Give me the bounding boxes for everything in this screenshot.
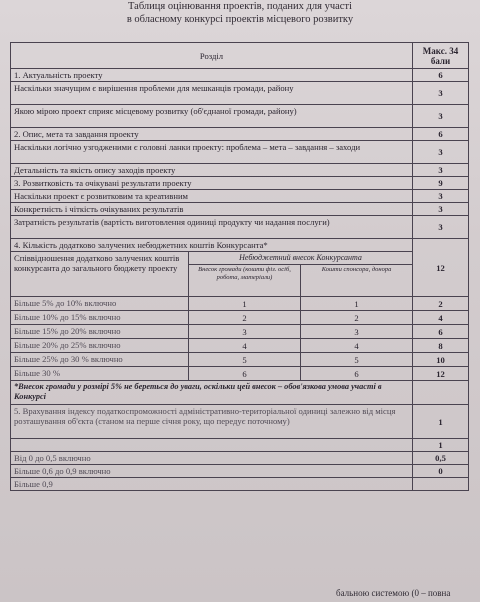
range-label: Більше 5% до 10% включно xyxy=(11,297,189,311)
header-max-points: Макс. 34 бали xyxy=(413,43,469,69)
pts-local-development: 3 xyxy=(413,105,469,128)
range-sponsor: 6 xyxy=(301,367,413,381)
col-community: Внесок громади (кошти фіз. осіб, робота, матеріали) xyxy=(189,265,301,297)
pts-logic: 3 xyxy=(413,141,469,164)
row-logic: Наскільки логічно узгодженими є головні ланки проекту: проблема – мета – завдання – заходи xyxy=(11,141,413,164)
range-points: 8 xyxy=(413,339,469,353)
section5-title: 5. Врахування індексу податкоспроможності адміністративно-територіальної одиниці залежно від місця розташування об'єкта (станом на перше січня року, що передує поточному) xyxy=(11,405,413,439)
section5-row-points: 0 xyxy=(413,465,469,478)
range-points: 6 xyxy=(413,325,469,339)
range-label: Більше 15% до 20% включно xyxy=(11,325,189,339)
note-empty-cell xyxy=(413,381,469,405)
range-label: Більше 20% до 25% включно xyxy=(11,339,189,353)
title-line-1: Таблиця оцінювання проектів, поданих для участі xyxy=(128,1,352,12)
range-sponsor: 2 xyxy=(301,311,413,325)
range-points: 4 xyxy=(413,311,469,325)
row-significance: Наскільки значущим є вирішення проблеми для мешканців громади, району xyxy=(11,82,413,105)
range-points: 12 xyxy=(413,367,469,381)
range-sponsor: 4 xyxy=(301,339,413,353)
section5-row-points xyxy=(413,478,469,491)
section4-max: 12 xyxy=(413,239,469,297)
section5-row-label: Більше 0,9 xyxy=(11,478,413,491)
range-sponsor: 3 xyxy=(301,325,413,339)
range-community: 6 xyxy=(189,367,301,381)
pts-detail: 3 xyxy=(413,164,469,177)
section5-row-label: Більше 0,6 до 0,9 включно xyxy=(11,465,413,478)
section4-title: 4. Кількість додатково залучених небюджетних коштів Конкурсанта* xyxy=(11,239,413,252)
section5-row-label xyxy=(11,439,413,452)
section5-row-points: 0,5 xyxy=(413,452,469,465)
range-community: 5 xyxy=(189,353,301,367)
row-development: 3. Розвитковість та очікувані результати проекту xyxy=(11,177,413,190)
row-cost: Затратність результатів (вартість виготовлення одиниці продукту чи надання послуги) xyxy=(11,216,413,239)
pts-concreteness: 3 xyxy=(413,203,469,216)
document-title xyxy=(60,0,420,26)
row-creativity: Наскільки проект є розвитковим та креативним xyxy=(11,190,413,203)
pts-creativity: 3 xyxy=(413,190,469,203)
pts-relevance: 6 xyxy=(413,69,469,82)
row-description: 2. Опис, мета та завдання проекту xyxy=(11,128,413,141)
range-community: 2 xyxy=(189,311,301,325)
range-sponsor: 5 xyxy=(301,353,413,367)
pts-development: 9 xyxy=(413,177,469,190)
row-detail: Детальність та якість опису заходів проекту xyxy=(11,164,413,177)
section5-row-points: 1 xyxy=(413,439,469,452)
row-relevance: 1. Актуальність проекту xyxy=(11,69,413,82)
row-local-development: Якою мірою проект сприяє місцевому розвитку (об'єднаної громади, району) xyxy=(11,105,413,128)
title-line-2: в обласному конкурсі проектів місцевого розвитку xyxy=(126,14,354,25)
pts-significance: 3 xyxy=(413,82,469,105)
range-points: 10 xyxy=(413,353,469,367)
pts-description: 6 xyxy=(413,128,469,141)
col-sponsor: Кошти спонсора, донора xyxy=(301,265,413,297)
pts-cost: 3 xyxy=(413,216,469,239)
header-section: Розділ xyxy=(11,43,413,69)
range-sponsor: 1 xyxy=(301,297,413,311)
range-label: Більше 10% до 15% включно xyxy=(11,311,189,325)
range-community: 1 xyxy=(189,297,301,311)
row-concreteness: Конкретність і чіткість очікуваних результатів xyxy=(11,203,413,216)
range-label: Більше 25% до 30 % включно xyxy=(11,353,189,367)
inner-header: Небюджетний внесок Конкурсанта xyxy=(189,252,413,265)
evaluation-table xyxy=(10,42,469,491)
section4-label: Співвідношення додатково залучених коштів конкурсанта до загального бюджету проекту xyxy=(11,252,189,297)
section5-max: 1 xyxy=(413,405,469,439)
range-label: Більше 30 % xyxy=(11,367,189,381)
footer-text-fragment: бальною системою (0 – повна xyxy=(336,588,451,598)
range-community: 4 xyxy=(189,339,301,353)
range-points: 2 xyxy=(413,297,469,311)
section4-note: *Внесок громади у розмірі 5% не береться до уваги, оскільки цей внесок – обов'язкова умова участі в Конкурсі xyxy=(11,381,413,405)
section5-row-label: Від 0 до 0,5 включно xyxy=(11,452,413,465)
range-community: 3 xyxy=(189,325,301,339)
